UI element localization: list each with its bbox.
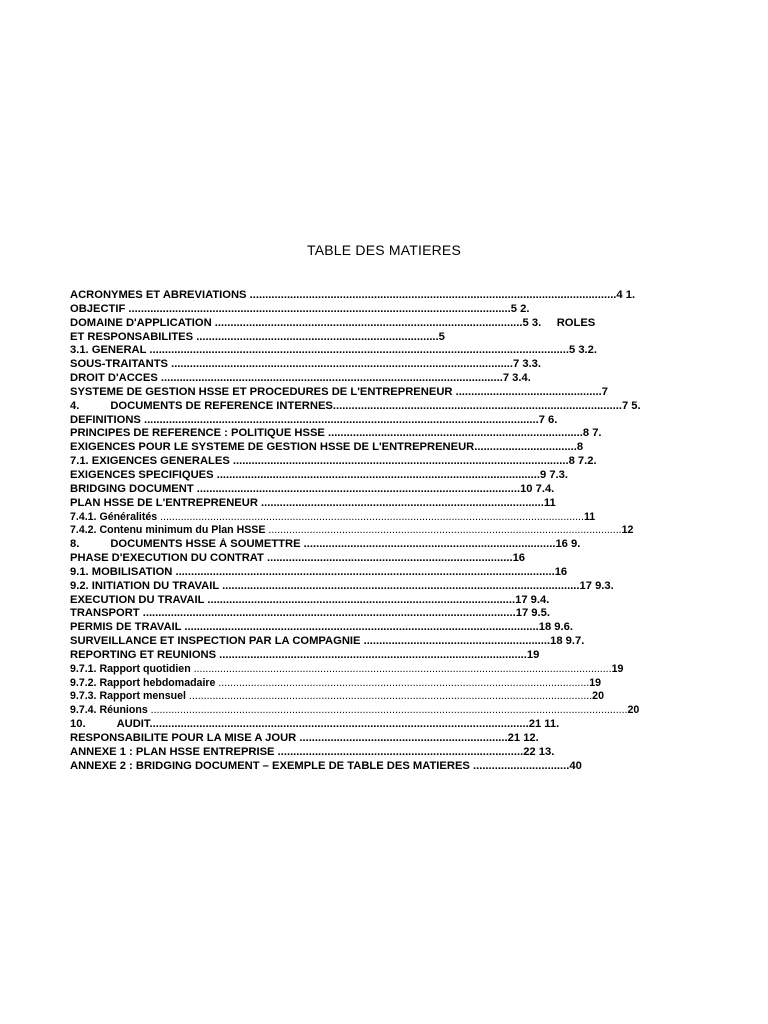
toc-entry-leader: ...................................................................................................................... (246, 289, 617, 301)
toc-entry-leader: ......................................................................................................................................... (185, 690, 593, 703)
toc-entry-leader: ............................................................................... (263, 552, 513, 565)
toc-entry[interactable] (70, 317, 715, 331)
toc-entry-leader: ........................................................................................................ (193, 482, 521, 495)
toc-entry-label: SYSTEME DE GESTION HSSE ET PROCEDURES DE L'ENTREPRENEUR (70, 385, 453, 398)
toc-entry-page: 7 6. (538, 413, 558, 426)
toc-entry[interactable] (70, 552, 715, 566)
toc-entry-leader: .............................................................................................................................. (215, 676, 590, 689)
toc-entry-page: 19 (589, 676, 602, 689)
toc-entry-label: 9.7.1. Rapport quotidien (70, 662, 191, 675)
toc-entry-label: EXECUTION DU TRAVAIL (70, 593, 205, 606)
toc-entry[interactable] (70, 414, 715, 428)
toc-entry[interactable] (70, 566, 715, 580)
toc-entry-label: ANNEXE 1 : PLAN HSSE ENTREPRISE (70, 745, 275, 758)
toc-entry[interactable] (70, 344, 715, 358)
toc-entry-page: 20 (592, 690, 604, 703)
toc-entry-label: ACRONYMES ET ABREVIATIONS (70, 289, 247, 301)
toc-entry-label: EXIGENCES POUR LE SYSTEME DE GESTION HSSE DE L'ENTREPRENEUR (70, 441, 475, 454)
toc-entry[interactable] (70, 607, 715, 621)
toc-entry-label: DOCUMENTS DE REFERENCE INTERNES (110, 399, 333, 412)
toc-entry-leader: ............................................................................... (274, 745, 524, 758)
toc-entry-label: PRINCIPES DE REFERENCE : POLITIQUE HSSE (70, 427, 325, 440)
toc-entry-label: EXIGENCES SPECIFIQUES (70, 468, 214, 481)
toc-entry-page: 7 3.3. (513, 358, 542, 371)
toc-entry[interactable] (70, 704, 715, 718)
toc-entry-leader: ........................................................................................................................ (139, 607, 516, 620)
toc-entry-page: 8 7. (582, 427, 602, 440)
table-of-contents (70, 289, 715, 774)
toc-entry[interactable] (70, 732, 715, 746)
toc-entry-label: 7.4.2. Contenu minimum du Plan HSSE (70, 524, 266, 537)
toc-entry[interactable] (70, 746, 715, 760)
toc-title: TABLE DES MATIERES (306, 242, 461, 258)
toc-entry-leader: .................................................................................................................................................................. (147, 704, 628, 717)
toc-entry-page: 19 (526, 648, 540, 661)
toc-entry-page: 22 13. (523, 745, 555, 758)
toc-entry[interactable] (70, 372, 715, 386)
toc-entry-page: 20 (627, 704, 640, 717)
toc-entry-page: 16 9. (555, 538, 581, 551)
toc-entry[interactable] (70, 677, 715, 691)
toc-entry-leader: .............................................................................................................................................. (190, 662, 612, 675)
toc-entry-label: SOUS-TRAITANTS (70, 358, 168, 371)
toc-entry-label: OBJECTIF (70, 302, 126, 315)
toc-entry-leader: ................................................................................................... (204, 593, 516, 606)
toc-entry[interactable] (70, 760, 715, 774)
toc-entry[interactable] (70, 690, 715, 704)
toc-entry-page: 5 3.2. (569, 344, 597, 357)
toc-entry-label: PERMIS DE TRAVAIL (70, 621, 182, 634)
toc-entry-label: 3.1. GENERAL (70, 344, 147, 357)
toc-entry-label: DROIT D'ACCES (70, 372, 158, 385)
toc-entry[interactable] (70, 621, 715, 635)
toc-entry-leader: ....................................................................................................................................... (146, 344, 569, 357)
toc-entry[interactable] (70, 511, 715, 525)
toc-entry-page: 7 (601, 385, 608, 398)
toc-entry-page: 5 (438, 330, 445, 343)
toc-entry[interactable] (70, 441, 715, 455)
toc-entry-page: 16 (554, 565, 568, 578)
toc-entry-leader: .................................................................................................................. (181, 621, 539, 634)
toc-entry-label: TRANSPORT (70, 607, 140, 620)
toc-entry-page: 8 (576, 441, 584, 454)
toc-entry-leader: .............................................................................................................. (157, 372, 503, 385)
toc-entry[interactable] (70, 400, 715, 414)
toc-entry[interactable] (70, 524, 715, 538)
toc-entry-leader: ............................................................................................. (332, 399, 622, 412)
toc-entry-page: 8 7.2. (568, 455, 597, 468)
toc-entry-page: 40 (569, 759, 582, 772)
toc-entry-leader: .......................................................................................................................... (149, 718, 529, 731)
toc-entry-label: PLAN HSSE DE L'ENTREPRENEUR (70, 496, 258, 509)
toc-entry-page: 11 (583, 510, 596, 523)
toc-entry-number: 8. (70, 538, 80, 551)
toc-entry-page: 12 (621, 524, 634, 537)
toc-entry[interactable] (70, 497, 715, 511)
toc-entry-label: AUDIT (116, 718, 150, 731)
toc-entry-label: 9.7.3. Rapport mensuel (70, 690, 186, 703)
toc-entry-leader: ........................................................................................... (257, 496, 544, 509)
toc-entry-label: DOCUMENTS HSSE À SOUMETTRE (110, 538, 301, 551)
toc-entry-number: 10. (70, 718, 86, 731)
toc-entry-page: 18 9.7. (550, 635, 585, 648)
toc-entry-page: 11 (543, 496, 556, 509)
toc-entry[interactable] (70, 483, 715, 497)
toc-entry-leader: ............................................................................................................................... (140, 413, 539, 426)
toc-entry-leader: .......................................................................................................................... (172, 565, 555, 578)
toc-entry-page: 19 (611, 662, 624, 675)
toc-entry[interactable] (70, 331, 715, 345)
toc-entry[interactable] (70, 594, 715, 608)
toc-entry-label: RESPONSABILITE POUR LA MISE A JOUR (70, 732, 297, 744)
toc-entry-leader: ................................................................... (296, 732, 508, 744)
toc-entry-leader: ................................................................................................... (216, 648, 527, 661)
toc-entry[interactable] (70, 718, 715, 732)
toc-entry-label: BRIDGING DOCUMENT (70, 482, 194, 495)
toc-entry[interactable] (70, 289, 715, 303)
toc-entry-page: 7 3.4. (502, 372, 531, 385)
toc-entry-page: 21 11. (528, 718, 560, 731)
toc-entry-page: 5 3. ROLES (522, 316, 596, 329)
toc-entry-page: 18 9.6. (538, 621, 573, 634)
toc-entry-leader: ................................................................................................................................................ (157, 510, 584, 523)
toc-entry-label: DEFINITIONS (70, 413, 141, 426)
toc-entry[interactable] (70, 386, 715, 400)
toc-entry-page: 9 7.3. (539, 468, 568, 481)
toc-entry-leader: .............................................................................................................. (168, 358, 514, 371)
toc-entry-leader: ................................................................................. (300, 538, 556, 551)
toc-entry-page: 4 1. (616, 289, 636, 301)
toc-entry-leader: ............................... (469, 759, 570, 772)
toc-entry-label: 9.7.4. Réunions (70, 704, 148, 717)
toc-entry-leader: ................................................................................................... (211, 316, 523, 329)
toc-entry-page: 17 9.5. (515, 607, 550, 620)
toc-entry-leader: ........................................................................................................................... (125, 302, 511, 315)
toc-entry-leader: .............................................................................. (193, 330, 439, 343)
toc-entry-label: ANNEXE 2 : BRIDGING DOCUMENT – EXEMPLE DE TABLE DES MATIERES (70, 759, 470, 772)
toc-entry-page: 16 (512, 552, 526, 565)
toc-entry-leader: .................................................................................. (324, 427, 583, 440)
toc-entry-leader: ................................. (474, 441, 577, 454)
toc-entry-label: SURVEILLANCE ET INSPECTION PAR LA COMPAGNIE (70, 635, 361, 648)
toc-entry-leader: ............................................................ (360, 635, 551, 648)
toc-entry-number: 4. (70, 399, 80, 412)
toc-entry[interactable] (70, 427, 715, 441)
toc-entry-label: PHASE D'EXECUTION DU CONTRAT (70, 552, 264, 565)
toc-entry[interactable] (70, 635, 715, 649)
toc-entry-leader: ............................................................................................................ (229, 455, 569, 468)
toc-entry-leader: ................................................................................................................... (218, 579, 580, 592)
toc-entry[interactable] (70, 649, 715, 663)
toc-entry-label: ET RESPONSABILITES (70, 330, 194, 343)
toc-entry[interactable] (70, 303, 715, 317)
toc-entry-page: 7 5. (621, 399, 641, 412)
toc-entry[interactable] (70, 455, 715, 469)
toc-entry-label: DOMAINE D'APPLICATION (70, 316, 212, 329)
toc-entry-label: 9.7.2. Rapport hebdomadaire (70, 676, 216, 689)
toc-entry-page: 21 12. (507, 732, 539, 744)
toc-entry-leader: ............................................... (452, 385, 602, 398)
toc-entry-label: 7.4.1. Généralités (70, 510, 158, 523)
toc-entry-label: 9.1. MOBILISATION (70, 565, 173, 578)
toc-entry-label: 7.1. EXIGENCES GENERALES (70, 455, 230, 468)
toc-entry-page: 5 2. (510, 302, 530, 315)
toc-entry[interactable] (70, 358, 715, 372)
toc-entry-leader: ........................................................................................................................ (265, 524, 622, 537)
toc-entry-page: 17 9.3. (579, 579, 614, 592)
toc-entry-label: 9.2. INITIATION DU TRAVAIL (70, 579, 219, 592)
toc-entry[interactable] (70, 469, 715, 483)
toc-entry[interactable] (70, 538, 715, 552)
toc-entry-page: 10 7.4. (520, 482, 555, 495)
toc-entry-leader: ........................................................................................................ (213, 468, 540, 481)
toc-entry[interactable] (70, 663, 715, 677)
toc-entry[interactable] (70, 580, 715, 594)
toc-entry-page: 17 9.4. (515, 593, 550, 606)
toc-entry-label: REPORTING ET REUNIONS (70, 648, 217, 661)
